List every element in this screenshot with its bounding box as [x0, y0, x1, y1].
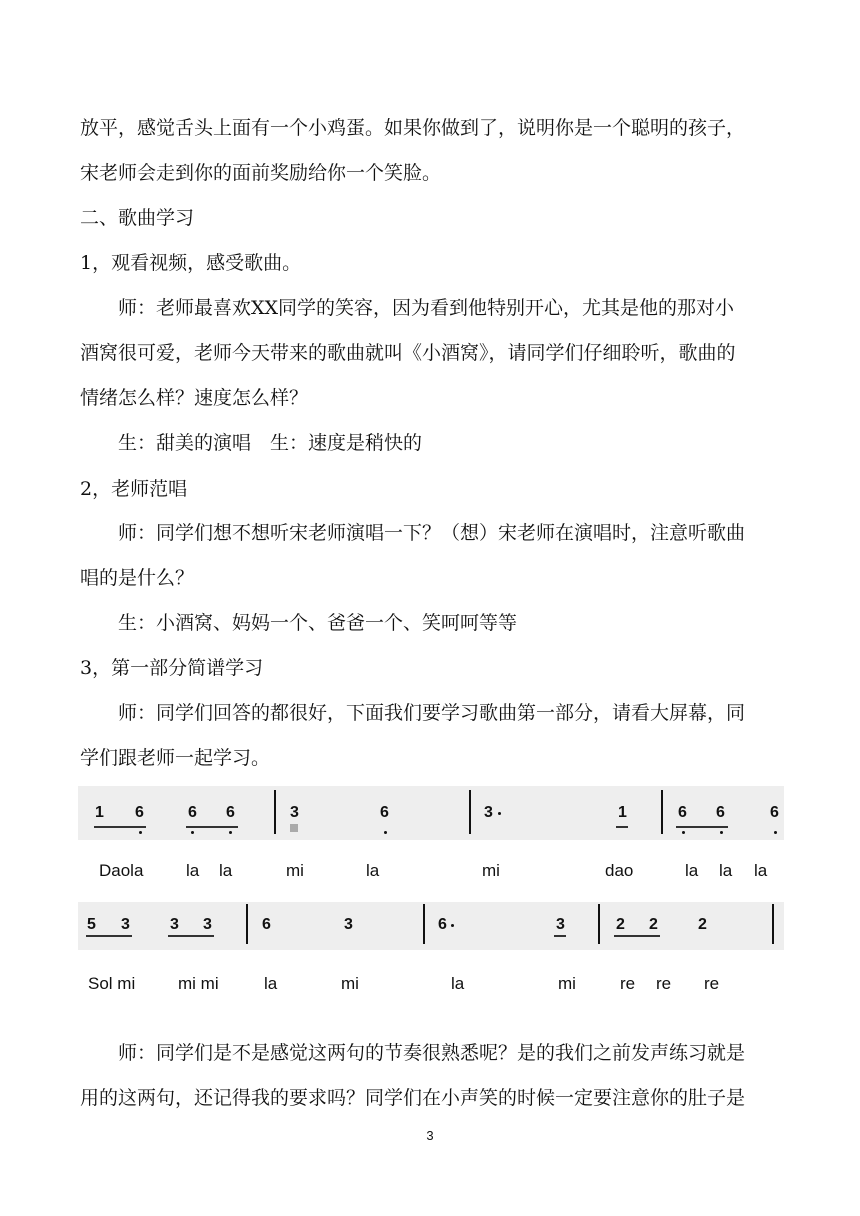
- paragraph-line: 放平，感觉舌头上面有一个小鸡蛋。如果你做到了，说明你是一个聪明的孩子，: [80, 117, 746, 139]
- note: 3: [121, 916, 130, 933]
- note: 3: [484, 804, 493, 821]
- note: 6: [380, 804, 389, 821]
- note: 6: [770, 804, 779, 821]
- note: 3: [556, 916, 565, 933]
- lyric: la: [685, 861, 699, 880]
- paragraph-line: 情绪怎么样？速度怎么样？: [80, 387, 309, 409]
- paragraph-line: 师：同学们是不是感觉这两句的节奏很熟悉呢？是的我们之前发声练习就是: [118, 1042, 746, 1064]
- note-dot: [774, 831, 777, 834]
- lyric: mi: [341, 974, 359, 993]
- barline: [598, 904, 600, 944]
- note: 6: [716, 804, 725, 821]
- paragraph-line: 师：同学们回答的都很好，下面我们要学习歌曲第一部分，请看大屏幕，同: [118, 702, 746, 724]
- score-row-2: [78, 902, 784, 950]
- note-underline: [168, 935, 214, 937]
- note: 6: [438, 916, 447, 933]
- lyric: re: [656, 974, 672, 993]
- lyric: mi mi: [178, 974, 219, 993]
- note: 2: [616, 916, 625, 933]
- lyric: la: [264, 974, 278, 993]
- note-underline: [614, 935, 660, 937]
- paragraph-line: 用的这两句，还记得我的要求吗？同学们在小声笑的时候一定要注意你的肚子是: [80, 1087, 746, 1109]
- lyric: mi: [558, 974, 576, 993]
- note: 3: [290, 804, 299, 821]
- note-dot: [720, 831, 723, 834]
- paragraph-line: 唱的是什么？: [80, 567, 195, 589]
- lyric: la: [719, 861, 733, 880]
- step-heading: 1，观看视频，感受歌曲。: [80, 252, 302, 274]
- step-heading: 2，老师范唱: [80, 478, 188, 500]
- note: 5: [87, 916, 96, 933]
- note: 6: [678, 804, 687, 821]
- paragraph-line: 宋老师会走到你的面前奖励给你一个笑脸。: [80, 162, 442, 184]
- note-dot: [384, 831, 387, 834]
- lyric: la: [754, 861, 768, 880]
- section-heading: 二、歌曲学习: [80, 207, 195, 229]
- note-underline: [554, 935, 566, 937]
- note: 6: [226, 804, 235, 821]
- lyric: re: [704, 974, 720, 993]
- lyric: la: [186, 861, 200, 880]
- barline: [661, 790, 663, 834]
- paragraph-line: 师：同学们想不想听宋老师演唱一下？（想）宋老师在演唱时，注意听歌曲: [118, 522, 746, 544]
- note-underline: [290, 824, 298, 832]
- note-underline: [86, 935, 132, 937]
- note-underline: [94, 826, 146, 828]
- note: 3: [170, 916, 179, 933]
- score-row-1: [78, 786, 784, 840]
- lyric: mi: [286, 861, 304, 880]
- note-dot: [139, 831, 142, 834]
- paragraph-line: 学们跟老师一起学习。: [80, 747, 271, 769]
- note: 6: [188, 804, 197, 821]
- note: 2: [698, 916, 707, 933]
- barline: [246, 904, 248, 944]
- step-heading: 3，第一部分简谱学习: [80, 657, 264, 679]
- lyric: re: [620, 974, 636, 993]
- note: 1: [618, 804, 627, 821]
- note-dot: [191, 831, 194, 834]
- lyric: Daola: [99, 861, 144, 880]
- paragraph-line: 酒窝很可爱，老师今天带来的歌曲就叫《小酒窝》，请同学们仔细聆听，歌曲的: [80, 342, 736, 364]
- page-number: 3: [426, 1128, 434, 1143]
- note-underline: [676, 826, 728, 828]
- note-dot: [229, 831, 232, 834]
- note: 2: [649, 916, 658, 933]
- note: 6: [262, 916, 271, 933]
- lyric: Sol mi: [88, 974, 136, 993]
- note: 1: [95, 804, 104, 821]
- lyric: dao: [605, 861, 634, 880]
- note-underline: [616, 826, 628, 828]
- barline: [469, 790, 471, 834]
- note: 6: [135, 804, 144, 821]
- note-underline: [186, 826, 238, 828]
- paragraph-line: 生：甜美的演唱 生：速度是稍快的: [118, 432, 423, 454]
- note-dot: [682, 831, 685, 834]
- paragraph-line: 师：老师最喜欢XX同学的笑容，因为看到他特别开心，尤其是他的那对小: [118, 297, 735, 319]
- lyric: la: [366, 861, 380, 880]
- note-dot: [498, 812, 501, 815]
- lyric: la: [219, 861, 233, 880]
- barline: [423, 904, 425, 944]
- paragraph-line: 生：小酒窝、妈妈一个、爸爸一个、笑呵呵等等: [118, 612, 518, 634]
- lyric: mi: [482, 861, 500, 880]
- barline: [772, 904, 774, 944]
- barline: [274, 790, 276, 834]
- note: 3: [203, 916, 212, 933]
- lyric: la: [451, 974, 465, 993]
- note: 3: [344, 916, 353, 933]
- note-dot: [451, 924, 454, 927]
